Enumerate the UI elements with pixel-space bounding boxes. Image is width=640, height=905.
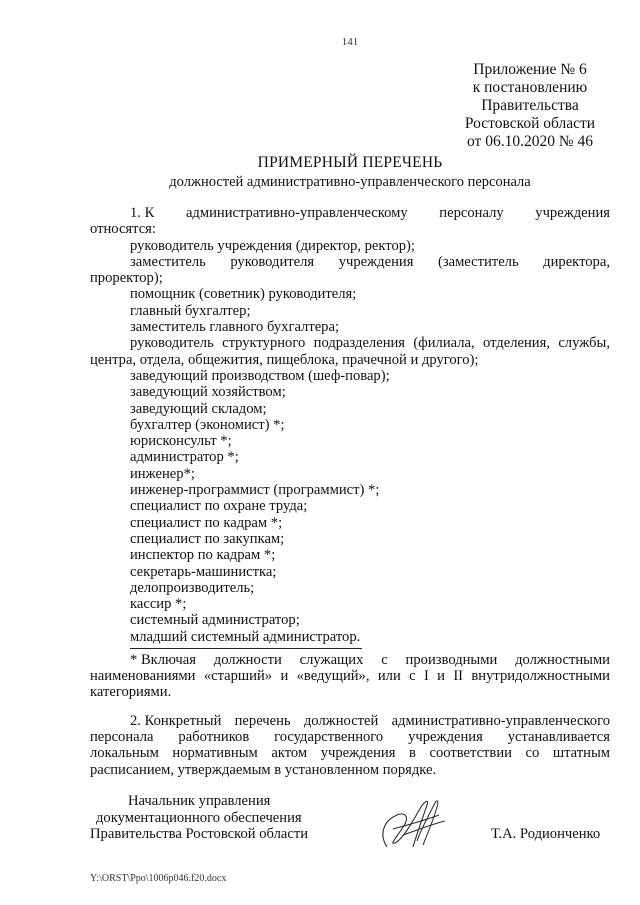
word: (филиала, [413,335,475,352]
footnote-line: категориями. [90,684,172,701]
word: директора, [543,253,610,270]
appendix-header [430,61,630,151]
list-item [90,254,610,270]
word: 2. Конкретный [130,713,222,729]
paragraph-2 [90,713,610,778]
intro-continuation: относятся: [90,221,156,238]
paragraph-line [90,729,610,745]
intro-line [90,205,610,221]
list-item: специалист по охране труда; [130,498,308,515]
paragraph-line [90,713,610,729]
list-item: руководитель учреждения (директор, ректор); [130,237,415,254]
word: руководитель [130,335,214,352]
word: персонала [90,729,154,746]
list-item: администратор *; [130,449,239,466]
word: руководителя [230,253,315,270]
paragraph-line [90,745,610,761]
word: или [377,668,401,685]
appendix-line: к постановлению [472,79,588,96]
word: должностей [303,713,379,729]
list-item: заведующий складом; [130,400,267,417]
list-item: заведующий производством (шеф-повар); [130,367,390,384]
document-subtitle: должностей административно-управленческого персонала [169,174,531,190]
positions-list [90,205,610,645]
list-item: специалист по закупкам; [130,530,285,547]
word: локальным [90,745,159,762]
signatory-title-line: Начальник управления [128,793,271,809]
list-item: бухгалтер (экономист) *; [130,416,285,433]
word: с [381,652,388,668]
word: персоналу [439,205,504,221]
word: перечень [234,713,291,729]
list-item: заведующий хозяйством; [130,384,286,401]
appendix-line: Приложение № 6 [473,61,587,78]
word: нормативным [172,745,258,762]
word: учреждения [320,745,396,762]
document-title: ПРИМЕРНЫЙ ПЕРЕЧЕНЬ [257,154,443,171]
word: должностными [515,652,610,668]
list-item-continuation: проректор); [90,270,163,287]
word: учреждения [338,253,414,270]
word: подразделения [313,335,406,352]
word: административно-управленческого [391,713,610,729]
appendix-line: Правительства [481,97,579,114]
word: и [437,668,445,685]
word: * Включая [130,652,196,668]
word: в [409,745,416,762]
signer-name: Т.А. Родионченко [491,826,601,842]
list-item: помощник (советник) руководителя; [130,286,357,303]
word: «ведущий», [296,668,370,685]
list-item: делопроизводитель; [130,579,255,596]
list-item-continuation: центра, отдела, общежития, пищеблока, прачечной и другого); [90,351,479,368]
word: «старший» [203,668,273,685]
word: со [525,745,540,762]
list-item: кассир *; [130,596,187,613]
file-path: Y:\ORST\Ppo\1006p046.f20.docx [90,873,227,884]
word: 1. К [130,205,155,221]
word: и [280,668,289,685]
footnote-divider [130,648,362,649]
list-item: инспектор по кадрам *; [130,547,276,564]
word: должности [213,652,282,668]
word: заместитель [130,253,206,270]
list-item: юрисконсульт *; [130,433,232,450]
word: работников [178,729,250,746]
word: (заместитель [437,253,519,270]
word: актом [271,745,308,762]
footnote [90,652,610,701]
list-item: главный бухгалтер; [130,302,251,319]
list-item: инженер-программист (программист) *; [130,482,380,499]
appendix-line: Ростовской области [464,115,596,132]
word: штатным [552,745,610,762]
word: учреждения [535,205,610,221]
list-item: специалист по кадрам *; [130,514,283,531]
word: внутридолжностными [471,668,610,685]
word: структурного [222,335,306,352]
signatory-title-line: документационного обеспечения [96,809,302,826]
footnote-line [90,668,610,684]
list-item [90,335,610,351]
signatory-title [90,793,350,843]
signatory-title-line: Правительства Ростовской области [90,826,309,842]
word: соответствии [429,745,512,762]
appendix-line: от 06.10.2020 № 46 [467,133,593,150]
footnote-line [90,652,610,668]
handwritten-signature [373,795,453,857]
list-item: системный администратор; [130,612,300,629]
paragraph-line: расписанием, утверждаемым в установленном порядке. [90,761,437,778]
word: службы, [558,335,610,352]
word: наименованиями [90,668,196,685]
word: устанавливается [507,729,610,746]
list-item: заместитель главного бухгалтера; [130,319,340,336]
word: с [409,668,416,685]
word: государственного [274,729,384,746]
word: административно-управленческому [185,205,408,221]
page-number: 141 [341,36,359,48]
word: производными [405,652,498,668]
list-item: секретарь-машинистка; [130,563,277,580]
word: I [423,668,429,685]
word: служащих [299,652,364,668]
word: учреждения [408,729,483,746]
list-item: инженер*; [130,465,195,482]
word: отделения, [483,335,550,352]
word: II [453,668,464,685]
list-item: младший системный администратор. [130,628,361,645]
